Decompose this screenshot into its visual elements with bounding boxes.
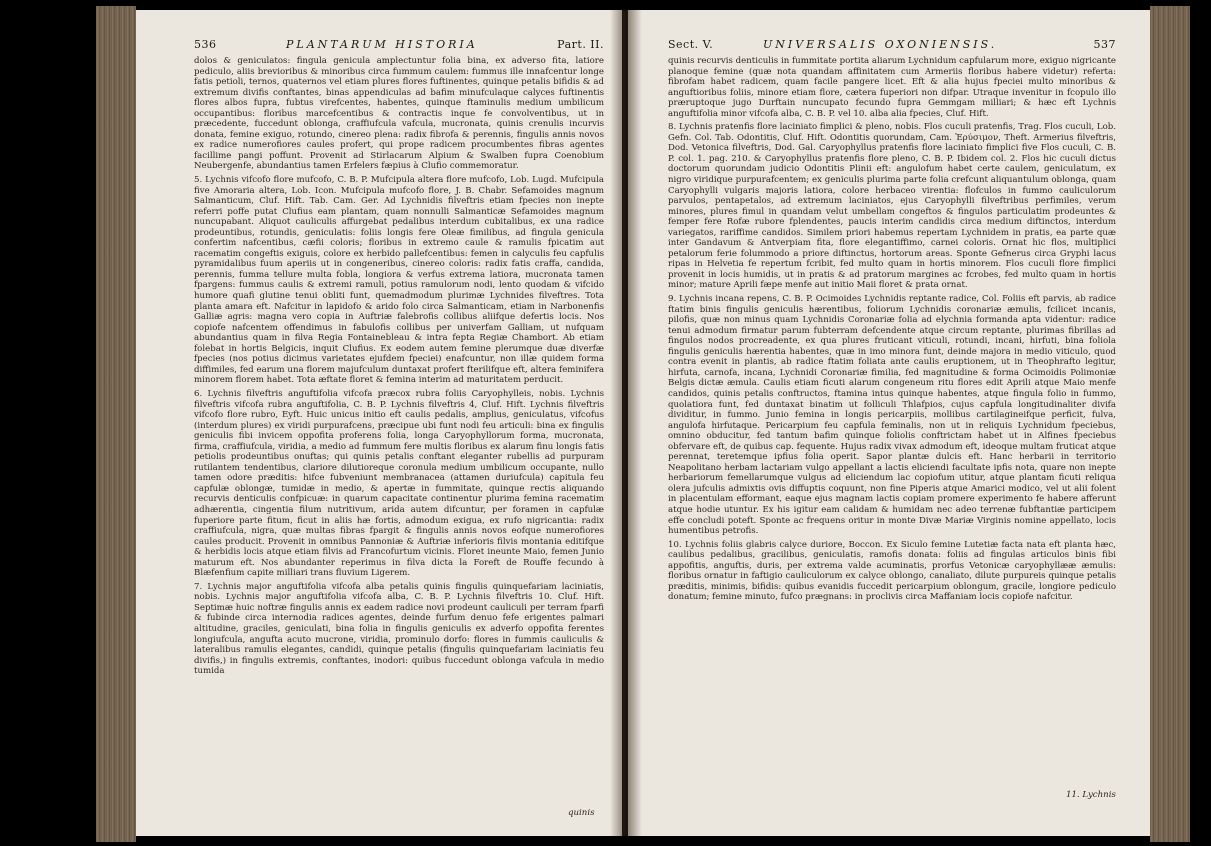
running-title: UNIVERSALIS OXONIENSIS.	[763, 38, 998, 51]
paragraph: 6. Lychnis filveftris anguftifolia vifcofa præcox rubra foliis Caryophylleis, nobis. Lychnis filveftris vifcofa rubra anguftifolia, C. B. P. Lychnis filveftris 4, Cluf. Hift. Lychnis filveftris vifcofo flore rubro, Eyft. Huic unicus initio eft caulis pedalis, amplius, geniculatus, vifcofus (interdum plures) ex viridi purpurafcens, præcipue ubi funt nodi feu articuli: bina ex fingulis geniculis fibi invicem oppofita proferens folia, longa Caryophyllorum forma, mucronata, firma, craffiufcula, viridia, a medio ad fummum fere multis floribus ex alarum finu longis fatis petiolis prodeuntibus onuftas; qui quinis petalis conftant eleganter rubellis ad purpuram rutilantem tendentibus, clariore dilutioreque coronula medium umbilicum occupante, nullo tamen odore præditis: hifce fubveniunt membranacea (attamen duriufcula) capitula feu capfulæ oblongæ, tumidæ in medio, & apertæ in fummitate, quinque rectis aliquando recurvis denticulis confpicuæ: in quarum capacitate continentur plurima femina racematim adhærentia, cingentia filum nutritivum, arida autem difcuntur, per foramen in capfulæ fuperiore parte fitum, ficut in aliis hæ fortis, admodum exigua, ex rufo nigricantia: radix craffiufcula, nigra, quæ multas fibras fpargit & fingulis annis novos eofque numerofiores caules producit. Provenit in omnibus Pannoniæ & Auftriæ inferioris filvis montania editifque & herbidis locis atque etiam filvis ad Francofurtum vicinis. Floret ineunte Maio, femen Junio maturum eft. Nos abundanter reperimus in filva dicta la Foreft de Rouffe fecundo à Blæfenfium capite milliari trans fluvium Ligerem.	[194, 388, 604, 579]
paragraph: 9. Lychnis incana repens, C. B. P. Ocimoides Lychnidis reptante radice, Col. Foliis eft parvis, ab radice ftatim binis fingulis geniculis hærentibus, foliorum Lychnidis coronariæ æmulis, fcilicet incanis, pilofis, quæ non minus quam Lychnidis Coronariæ folia ad elychnia formanda apta videntur: radice tenui admodum firmatur parum fubterram defcendente atque circum reptante, plurimas fibrillas ad fingulos nodos procreadente, ex qua plures fruticant viticuli, rotundi, incani, hirfuti, bina foliola fingulis geniculis hærentia habentes, quæ in imo minora funt, deinde majora in medio viticulo, quod contra evenit in plantis, ab radice ftatim foliata ante caulis eruptionem, ut in Theophrafto legitur, hirfuta, carnofa, incana, Lychnidi Coronariæ fimilia, fed magnitudine & forma Ocimoidis Polimoniæ Belgis dictæ æmula. Caulis etiam ficuti alarum congeneum ritu flores edit Aprili atque Maio menfe candidos, quinis petalis conftructos, ftamina intus quinque habentes, atque fingula folio in fummo, quolatiora funt, fed duntaxat binatim ut folliculi Thlafpios, cujus capfula longitudinaliter divifa dividitur, in fummo. Junio femina in longis pericarpiis, mollibus cartilagineifque perficit, fulva, angulofa hirfutaque. Pericarpium feu capfula feminalis, non ut in reliquis Lychnidum fpeciebus, omnino obducitur, fed tantum bafim quinque foliolis conftrictam habet ut in Alfines fpeciebus obfervare eft, de quibus cap. fequente. Hujus radix vivax admodum eft, ideoque multam fruticat atque perennat, teretemque ipfius folia operit. Sapor plantæ dulcis eft. Hanc herbarii in territorio Neapolitano herbam lactariam vulgo appellant a lactis eliciendi facultate ipfis nota, quare non inepte herbariorum femellarumque vulgus ad eliciendum lac copiofum utitur, atque plantam ficuti reliqua olera jufculis admixtis ovis diffuptis coquunt, non fine Piperis atque Amarici modico, vel ut alii folent in placentulam efformant, eaque ejus magnam lactis copiam promere experimento fe habere afferunt atque hodie utuntur. Ex his igitur eam calidam & humidam nec adeo terrenæ fubftantiæ participem effe concludi poteft. Sponte ac frequens oritur in monte Divæ Mariæ Virginis nomine appellato, locis humentibus petrofis.	[668, 294, 1116, 537]
book-gutter	[610, 10, 642, 836]
page-number: 536	[194, 38, 217, 51]
paragraph: 5. Lychnis vifcofo flore mufcofo, C. B. P. Mufcipula altera flore mufcofo, Lob. Lugd. Mufcipula five Amoraria altera, Lob. Icon. Mufcipula mufcofo flore, J. B. Chabr. Sefamoides magnum Salmanticum, Cluf. Hift. Tab. Cam. Ger. Ad Lychnidis filveftris etiam fpecies non inepte referri poffe putat Clufius eam plantam, quam nonnulli Salmanticæ Sefamoides magnum nuncupabant. Aliquot cauliculis affurgebat pedalibus interdum cubitalibus, ex una radice prodeuntibus, rotundis, geniculatis: foliis longis fere Oleæ fimilibus, ad fingula genicula confertim nafcentibus, cæfii coloris; floribus in extremo caule & ramulis fpicatim aut racematim congeftis exiguis, colore ex herbido pallefcentibus: femen in calyculis feu capfulis pyramidalibus fuum aperiis ut in congeneribus, cinereo coloris: radix fatis craffa, candida, perennis, fumma tellure multa fobla, longiora & verfus extrema latiora, mucronata tamen fpargens: fummus caulis & extremi ramuli, potius ramulorum nodi, lento quodam & vifcido humore quafi glutine tenui obliti funt, quemadmodum plurimæ Lychnides filveftres. Tota planta amara eft. Nafcitur in lapidofo & arido folo circa Salmanticam, etiam in Narbonenfis Galliæ agris: magna vero copia in Auftriæ falebrofis collibus aliifque defertis locis. Nos copiofe nafcentem offendimus in fabulofis collibus per univerfam Galliam, ut nufquam abundantius quam in filva Regia Fontainebleau & intra fepta Regiæ Chambort. Ab etiam folebat in hortis Belgicis, inquit Clufius. Ex eodem autem femine plerumque duæ diverfæ fpecies (nos potius dicimus varietates ejufdem fpeciei) enafcuntur, non illæ quidem forma diffimiles, fed earum una florem majufculum duntaxat profert fterilifque eft, altera feminifera minorem florem habet. Tota æftate floret & femina interim ad maturitatem perducit.	[194, 175, 604, 386]
paragraph: quinis recurvis denticulis in fummitate portita aliarum Lychnidum capfularum more, exiguo nigricante planoque femine (quæ nota quandam affinitatem cum Armeriis floribus habere videtur) referta: fibrofam habet radicem, quam facile pangere licet. Eft & alia hujus fpeciei multo minoribus & anguftioribus foliis, minore etiam flore, cætera fuperiori non difpar. Utraque invenitur in fcopulo illo præruptoque jugo Durftain nuncupato fecundo fupra Gemmgam milliari; & hæc eft Lychnis anguftifolia minor vifcofa alba, C. B. P. vel 10. alba alia fpecies, Cluf. Hift.	[668, 56, 1116, 119]
page-number: 537	[1093, 38, 1116, 51]
right-page	[628, 10, 1150, 836]
right-page-edges	[1150, 6, 1190, 842]
paragraph: 7. Lychnis major anguftifolia vifcofa alba petalis quinis fingulis quinquefariam laciniatis, nobis. Lychnis major anguftifolia vifcofa alba, C. B. P. Lychnis filveftris 10. Cluf. Hift. Septimæ huic noftræ fingulis annis ex eadem radice novi prodeunt cauliculi per terram fparfi & fubinde circa internodia radices agentes, deinde furfum denuo fefe erigentes palmari altitudine, graciles, geniculati, bina folia in fingulis geniculis ex adverfo oppofita ferentes longiufcula, angufta acuto mucrone, viridia, prominulo dorfo: flores in fummis cauliculis & lateralibus ramulis elegantes, candidi, quinque petalis (fingulis quinquefariam laciniatis feu divifis,) in fingulis extremis, conftantes, inodori: quibus fuccedunt oblonga vafcula in medio tumida	[194, 581, 604, 677]
running-title: PLANTARUM HISTORIA	[286, 38, 478, 51]
left-page-body	[194, 56, 604, 677]
right-page-body	[668, 56, 1116, 603]
paragraph: 10. Lychnis foliis glabris calyce duriore, Boccon. Ex Siculo femine Lutetiæ facta nata eft planta hæc, caulibus pedalibus, gracilibus, geniculatis, ramofis donata: foliis ad fingulas articulos binis fibi appofitis, anguftis, duris, per extrema valde acuminatis, prorfus Vetonicæ caryophyllææ æmulis: floribus ornatur in faftigio cauliculorum ex calyce oblongo, canaliato, dilute purpureis quinque petalis præditis, minimis, bifidis: quibus evanidis fuccedit pericarpium oblongum, gracile, longiore pediculo donatum; femine minuto, fufco prægnans: in proclivis circa Maffaniam locis copiofe nafcitur.	[668, 539, 1116, 603]
paragraph: dolos & geniculatos: fingula genicula amplectuntur folia bina, ex adverso fita, latiore pediculo, aliis brevioribus & minoribus circa fummum caulem: fummus ille innafcentur longe fatis petioli, ternos, quaternos vel etiam plures flores fuftinentes, quinque petalis bifidis & ad extremum divifis conftantes, binas appendiculas ad bafim minufculaque calyces fuftinentis flores albos fupra, fubtus virefcentes, habentes, quinque ftaminulis medium umbilicum occupantibus: floribus marcefcentibus & contractis inque fe convolventibus, ut in præcedente, fuccedunt oblonga, craffiufcula vafcula, mucronata, quinis crenulis incurvis donata, femine exiguo, rotundo, cinereo plena: radix fibrofa & perennis, fingulis annis novos ex radice numerofiores caules profert, qui prope radicem procumbentes fibras agentes facillime pangi poffunt. Provenit ad Stirlacarum Alpium & Swalben fupra Coenobium Neubergenfe, abundantius tamen Erfelers fæpius à Clufio commemoratur.	[194, 56, 604, 172]
catchword: 11. Lychnis	[1066, 790, 1116, 800]
part-label: Part. II.	[557, 38, 604, 51]
paragraph: 8. Lychnis pratenfis flore laciniato fimplici & pleno, nobis. Flos cuculi pratenfis, Trag. Flos cuculi, Lob. Gefn. Col. Tab. Odontitis, Cluf. Hift. Odontitis quorundam, Cam. Ἐρύσιμον, Theft. Armerius filveftris, Dod. Vetonica filveftris, Dod. Gal. Caryophyllus pratenfis flore laciniato fimplici five Flos cuculi, C. B. P. col. 1. pag. 210. & Caryophyllus pratenfis flore pleno, C. B. P. Ibidem col. 2. Flos hic cuculi dictus doctorum quorundam judicio Odontitis Plinii eft: angulofum habet certe caulem, geniculatum, ex nigro viridique purpurafcentem; ex geniculis plurima parte folia crefcunt aliquantulum oblonga, quam Caryophylli vulgaris majoris latiora, colore herbaceo virentia: flofculos in fummo cauliculorum parvulos, pentapetalos, ad extremum laciniatos, ejus Caryophylli filveftribus perfimiles, verum minores, plures fimul in quandam velut umbellam congeftos & fingulos particulatim prodeuntes & femper fere Rofæ rubore fplendentes, paucis interim candidis circa medium diftinctos, interdum variegatos, rariffime candidos. Similem priori habemus repertam Lychnidem in pratis, ea parte quæ inter Gandavum & Antverpiam fita, flore elegantiffimo, carnei coloris. Ornat hic flos, multiplici petalorum ferie folummodo a priore diftinctus, hortorum areas. Sponte Gefnerus circa Gryphi lacus ripas in Helvetia fe repertum fcribit, fed multo quam in hortis minorem. Flos cuculi flore fimplici provenit in locis humidis, ut in pratis & ad pratorum margines ac fcrobes, fed multo quam in hortis minor; mature Aprili fæpe menfe aut initio Maii floret & prata ornat.	[668, 122, 1116, 291]
left-page-edges	[96, 6, 136, 842]
catchword: quinis	[568, 808, 595, 818]
section-label: Sect. V.	[668, 38, 714, 51]
left-page	[136, 10, 622, 836]
